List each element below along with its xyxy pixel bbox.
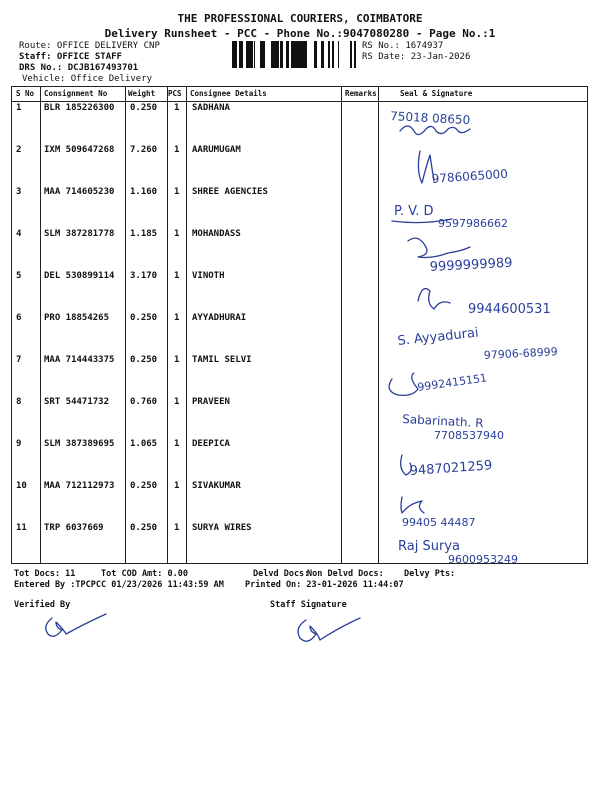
signature-row-4 xyxy=(408,238,470,257)
verified-by-signature xyxy=(38,612,118,642)
staff-signature-label: Staff Signature xyxy=(270,600,347,610)
row-weight: 3.170 xyxy=(130,271,158,281)
signature-row-1 xyxy=(400,126,470,135)
signature-row-10 xyxy=(401,497,424,513)
row-consignment-no: DEL 530899114 xyxy=(44,271,115,281)
col-remarks: Remarks xyxy=(345,89,377,98)
row-weight: 0.250 xyxy=(130,523,158,533)
row-weight: 0.250 xyxy=(130,481,158,491)
row-consignee: AYYADHURAI xyxy=(192,313,247,323)
non-delivered-docs: Non Delvd Docs: xyxy=(307,569,384,579)
handwriting-row-8: 7708537940 xyxy=(434,429,504,442)
entered-by: Entered By :TPCPCC 01/23/2026 11:43:59 AM xyxy=(14,580,224,590)
drs-number: DRS No.: DCJB167493701 xyxy=(19,63,139,73)
handwriting-row-11: 9600953249 xyxy=(448,553,518,566)
row-consignment-no: BLR 185226300 xyxy=(44,103,115,113)
total-docs: Tot Docs: 11 xyxy=(14,569,76,579)
row-consignee: MOHANDASS xyxy=(192,229,241,239)
signature-row-5 xyxy=(418,289,450,309)
row-consignee: SURYA WIRES xyxy=(192,523,252,533)
row-consignee: VINOTH xyxy=(192,271,225,281)
col-consignee: Consignee Details xyxy=(190,89,267,98)
rs-number: RS No.: 1674937 xyxy=(362,41,444,51)
row-pcs: 1 xyxy=(174,397,180,407)
col-consignment: Consignment No xyxy=(44,89,108,98)
row-consignee: SIVAKUMAR xyxy=(192,481,241,491)
handwriting-name-row-8: Sabarinath. R xyxy=(401,412,484,431)
row-pcs: 1 xyxy=(174,103,180,113)
row-sno: 11 xyxy=(16,523,27,533)
row-pcs: 1 xyxy=(174,313,180,323)
row-sno: 6 xyxy=(16,313,22,323)
row-consignee: DEEPICA xyxy=(192,439,230,449)
vehicle-label: Vehicle: Office Delivery xyxy=(22,74,153,84)
row-pcs: 1 xyxy=(174,145,180,155)
col-seal-signature: Seal & Signature xyxy=(400,89,473,98)
handwriting-name-row-3: P. V. D xyxy=(394,204,434,219)
row-sno: 7 xyxy=(16,355,22,365)
row-weight: 0.250 xyxy=(130,103,158,113)
handwriting-row-7: 9992415151 xyxy=(416,371,488,394)
row-consignment-no: SRT 54471732 xyxy=(44,397,110,407)
row-sno: 5 xyxy=(16,271,22,281)
row-consignment-no: MAA 712112973 xyxy=(44,481,115,491)
row-consignee: SHREE AGENCIES xyxy=(192,187,268,197)
row-weight: 0.250 xyxy=(130,313,158,323)
verified-by-label: Verified By xyxy=(14,600,71,610)
handwriting-name-row-11: Raj Surya xyxy=(398,539,460,554)
row-consignment-no: IXM 509647268 xyxy=(44,145,115,155)
handwriting-row-10: 99405 44487 xyxy=(402,516,476,529)
delivered-docs: Delvd Docs: xyxy=(253,569,310,579)
printed-on: Printed On: 23-01-2026 11:44:07 xyxy=(245,580,404,590)
signature-row-7 xyxy=(389,373,418,395)
barcode-image xyxy=(232,41,356,68)
rs-date: RS Date: 23-Jan-2026 xyxy=(362,52,471,62)
row-weight: 1.185 xyxy=(130,229,158,239)
row-pcs: 1 xyxy=(174,187,180,197)
row-consignment-no: SLM 387389695 xyxy=(44,439,115,449)
handwriting-row-5: 9944600531 xyxy=(468,302,551,317)
row-consignee: PRAVEEN xyxy=(192,397,230,407)
row-sno: 1 xyxy=(16,103,22,113)
runsheet-title: Delivery Runsheet - PCC - Phone No.:9047080280 - Page No.:1 xyxy=(104,27,496,40)
row-consignment-no: SLM 387281778 xyxy=(44,229,115,239)
col-pcs: PCS xyxy=(168,89,182,98)
total-cod-amount: Tot COD Amt: 0.00 xyxy=(101,569,188,579)
staff-signature-mark xyxy=(290,614,370,648)
row-consignment-no: MAA 714443375 xyxy=(44,355,115,365)
handwriting-row-2: 9786065000 xyxy=(431,166,509,186)
row-sno: 8 xyxy=(16,397,22,407)
col-sno: S No xyxy=(16,89,35,98)
row-weight: 7.260 xyxy=(130,145,158,155)
row-pcs: 1 xyxy=(174,523,180,533)
delivery-points: Delvy Pts: xyxy=(404,569,456,579)
row-sno: 2 xyxy=(16,145,22,155)
handwriting-row-4: 9999999989 xyxy=(429,255,513,275)
row-pcs: 1 xyxy=(174,439,180,449)
row-pcs: 1 xyxy=(174,355,180,365)
row-sno: 3 xyxy=(16,187,22,197)
row-consignee: AARUMUGAM xyxy=(192,145,241,155)
row-weight: 1.065 xyxy=(130,439,158,449)
staff-label: Staff: OFFICE STAFF xyxy=(19,52,122,62)
handwritten-signatures xyxy=(378,101,589,565)
route-label: Route: OFFICE DELIVERY CNP xyxy=(19,41,160,51)
row-sno: 10 xyxy=(16,481,27,491)
row-pcs: 1 xyxy=(174,229,180,239)
handwriting-row-9: 9487021259 xyxy=(409,458,493,479)
row-sno: 4 xyxy=(16,229,22,239)
row-weight: 1.160 xyxy=(130,187,158,197)
handwriting-row-6: 97906-68999 xyxy=(483,345,559,362)
row-consignment-no: TRP 6037669 xyxy=(44,523,104,533)
row-sno: 9 xyxy=(16,439,22,449)
row-consignment-no: MAA 714605230 xyxy=(44,187,115,197)
row-weight: 0.760 xyxy=(130,397,158,407)
row-consignee: TAMIL SELVI xyxy=(192,355,252,365)
runsheet-table xyxy=(11,86,588,564)
handwriting-row-1: 75018 08650 xyxy=(389,109,471,128)
col-weight: Weight xyxy=(128,89,156,98)
handwriting-name-row-6: S. Ayyadurai xyxy=(396,325,480,349)
row-consignee: SADHANA xyxy=(192,103,230,113)
row-pcs: 1 xyxy=(174,271,180,281)
row-pcs: 1 xyxy=(174,481,180,491)
row-weight: 0.250 xyxy=(130,355,158,365)
company-name: THE PROFESSIONAL COURIERS, COIMBATORE xyxy=(177,12,423,25)
row-consignment-no: PRO 18854265 xyxy=(44,313,110,323)
handwriting-row-3: 9597986662 xyxy=(438,217,508,230)
